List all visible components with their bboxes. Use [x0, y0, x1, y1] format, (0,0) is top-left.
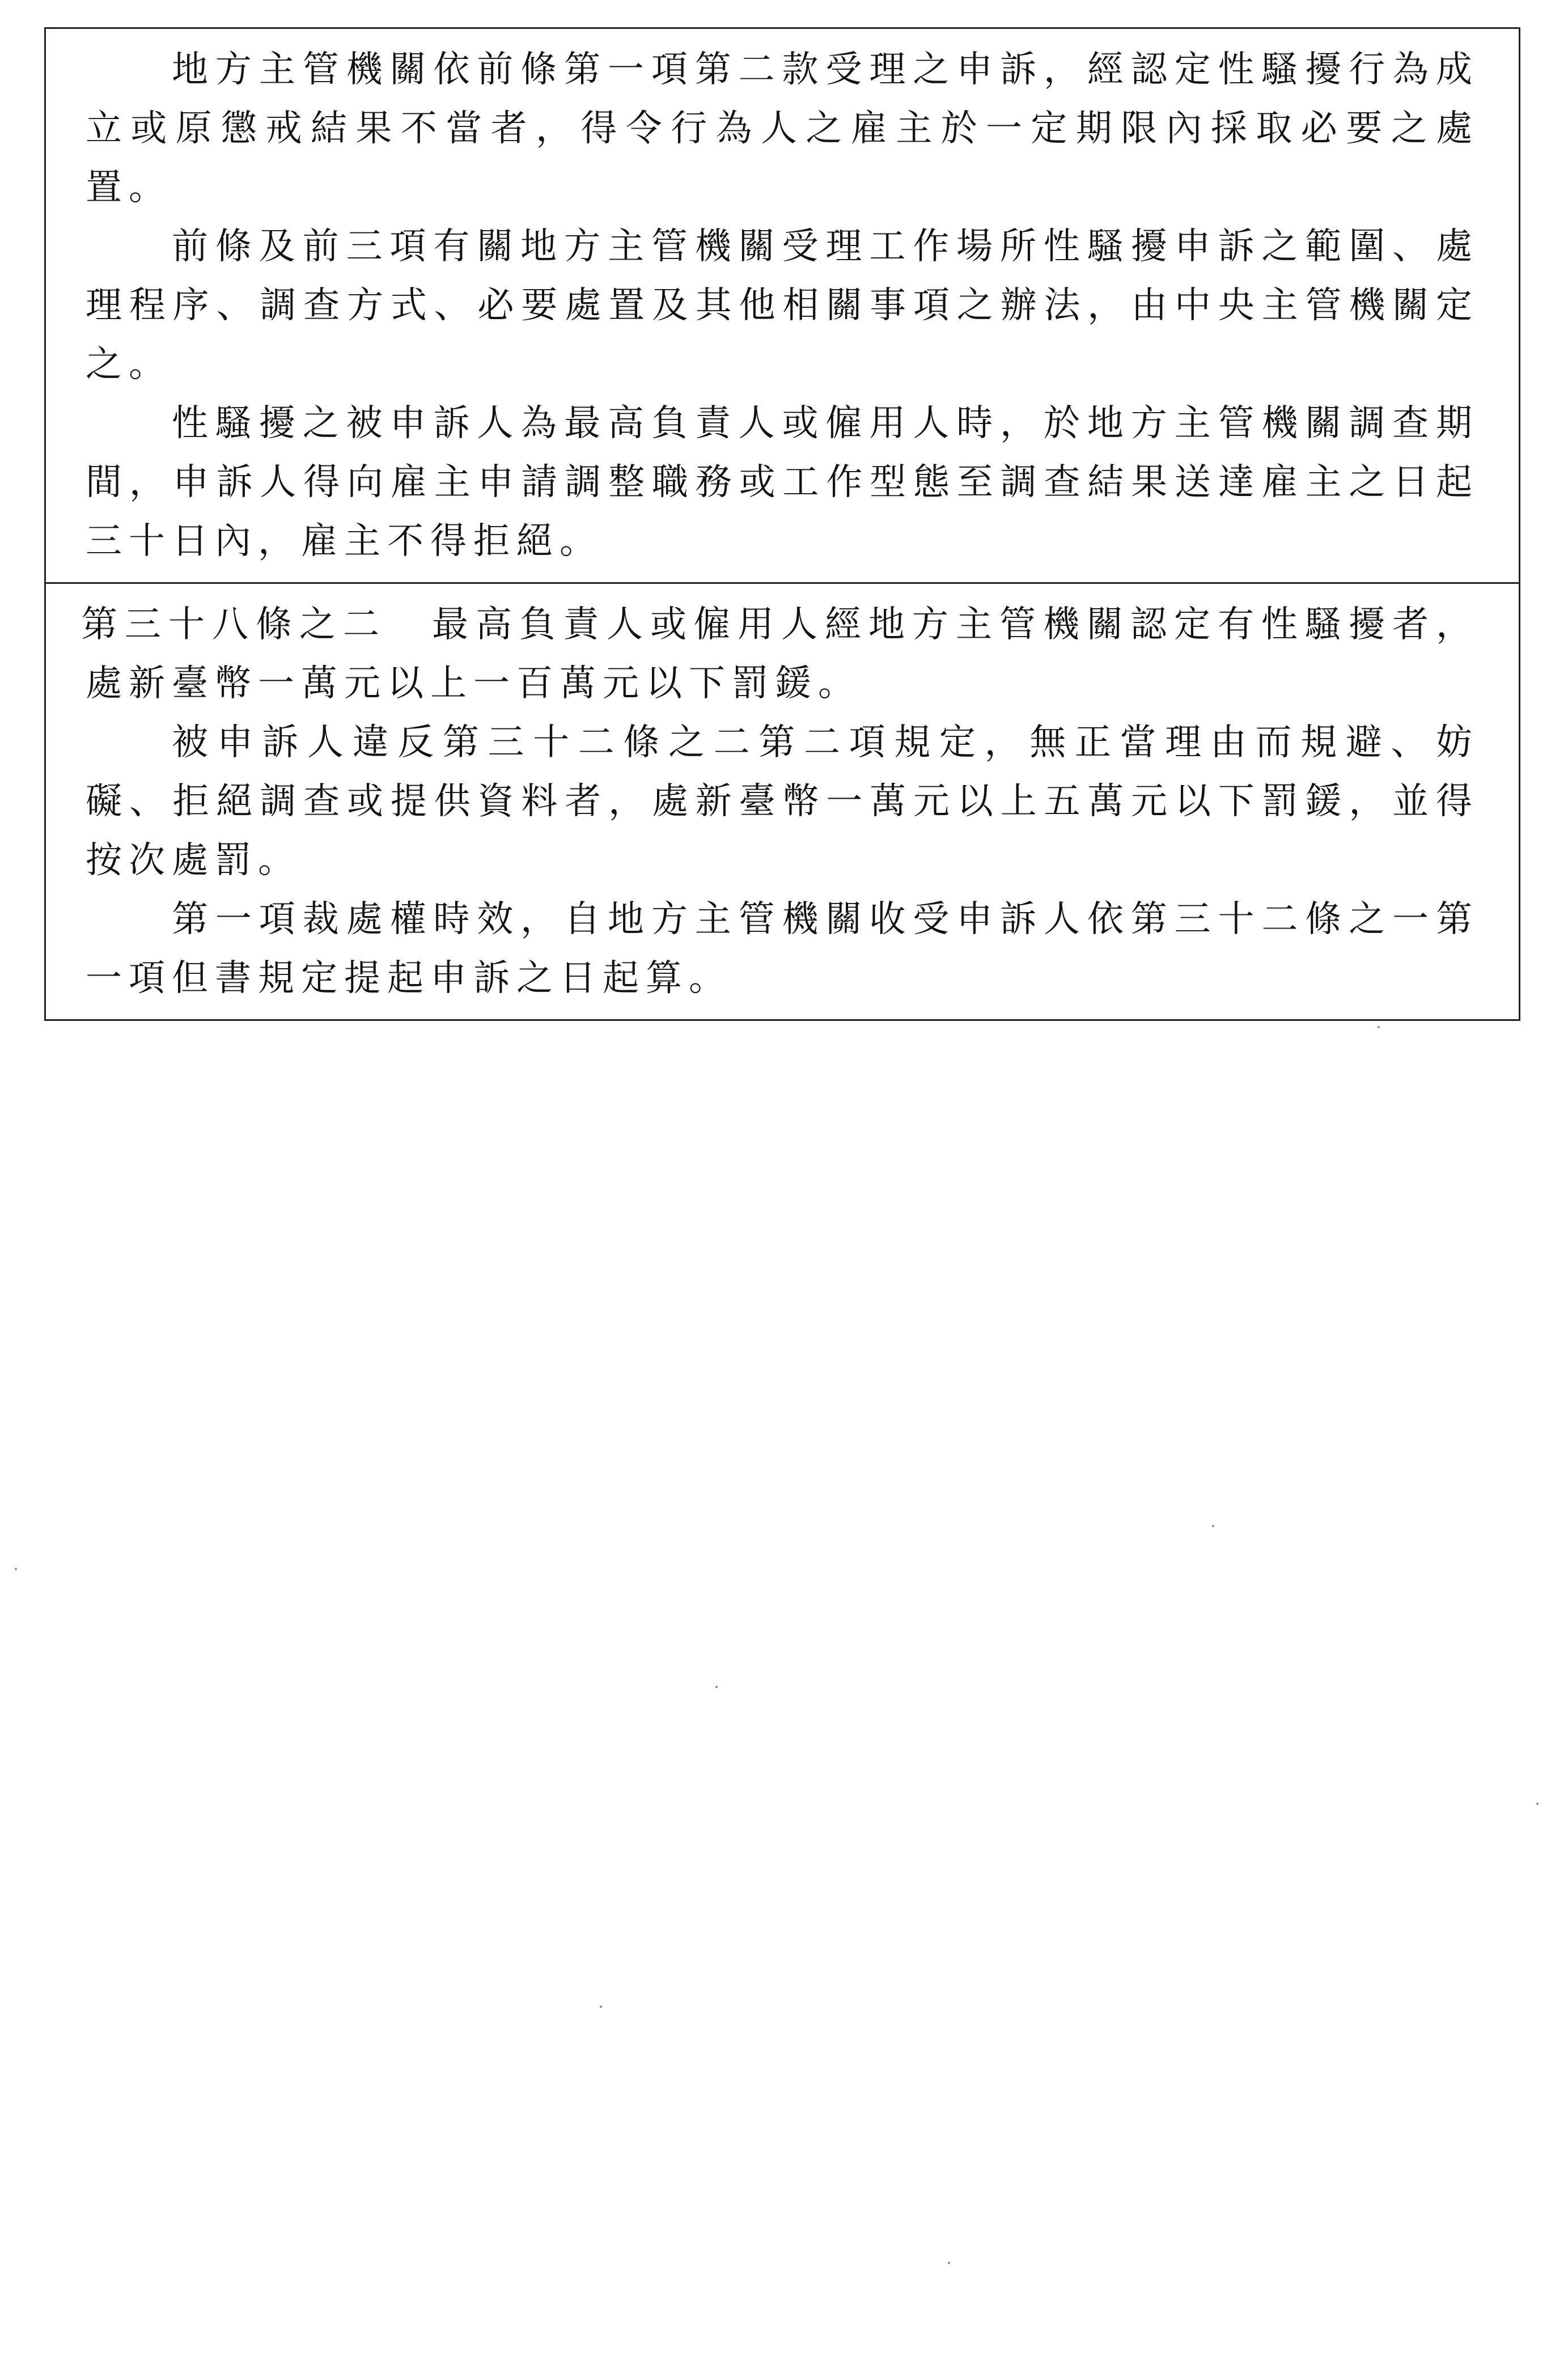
- scan-speck: [15, 1568, 17, 1570]
- section-2-paragraph-2: 被申訴人違反第三十二條之二第二項規定，無正當理由而規避、妨礙、拒絕調查或提供資料者，處新臺幣一萬元以上五萬元以下罰鍰，並得按次處罰。: [86, 722, 1479, 881]
- section-1-paragraph-1: 地方主管機關依前條第一項第二款受理之申訴，經認定性騷擾行為成立或原懲戒結果不當者，得令行為人之雇主於一定期限內採取必要之處置。: [86, 49, 1479, 209]
- scan-speck: [948, 2262, 950, 2264]
- section-2-cell: [45, 583, 1520, 1020]
- section-1-paragraph-2: 前條及前三項有關地方主管機關受理工作場所性騷擾申訴之範圍、處理程序、調查方式、必要處置及其他相關事項之辦法，由中央主管機關定之。: [86, 226, 1479, 385]
- article-title: 第三十八條之二: [81, 604, 387, 646]
- section-1-paragraph-3: 性騷擾之被申訴人為最高負責人或僱用人時，於地方主管機關調查期間，申訴人得向雇主申請調整職務或工作型態至調查結果送達雇主之日起三十日內，雇主不得拒絕。: [86, 402, 1479, 562]
- document-table: [44, 27, 1520, 1021]
- table-row: [45, 28, 1520, 583]
- table-row: [45, 583, 1520, 1020]
- section-1-cell: [45, 28, 1520, 583]
- scan-speck: [1378, 1026, 1380, 1028]
- scan-speck: [1212, 1525, 1214, 1527]
- scan-speck: [715, 1686, 718, 1688]
- article-first-paragraph: 最高負責人或僱用人經地方主管機關認定有性騷擾者，處新臺幣一萬元以上一百萬元以下罰鍰。: [86, 604, 1479, 705]
- section-2-paragraph-3: 第一項裁處權時效，自地方主管機關收受申訴人依第三十二條之一第一項但書規定提起申訴之日起算。: [86, 898, 1479, 999]
- article-paragraph: [81, 595, 1479, 713]
- scan-speck: [1536, 1803, 1539, 1805]
- scan-speck: [600, 2006, 602, 2008]
